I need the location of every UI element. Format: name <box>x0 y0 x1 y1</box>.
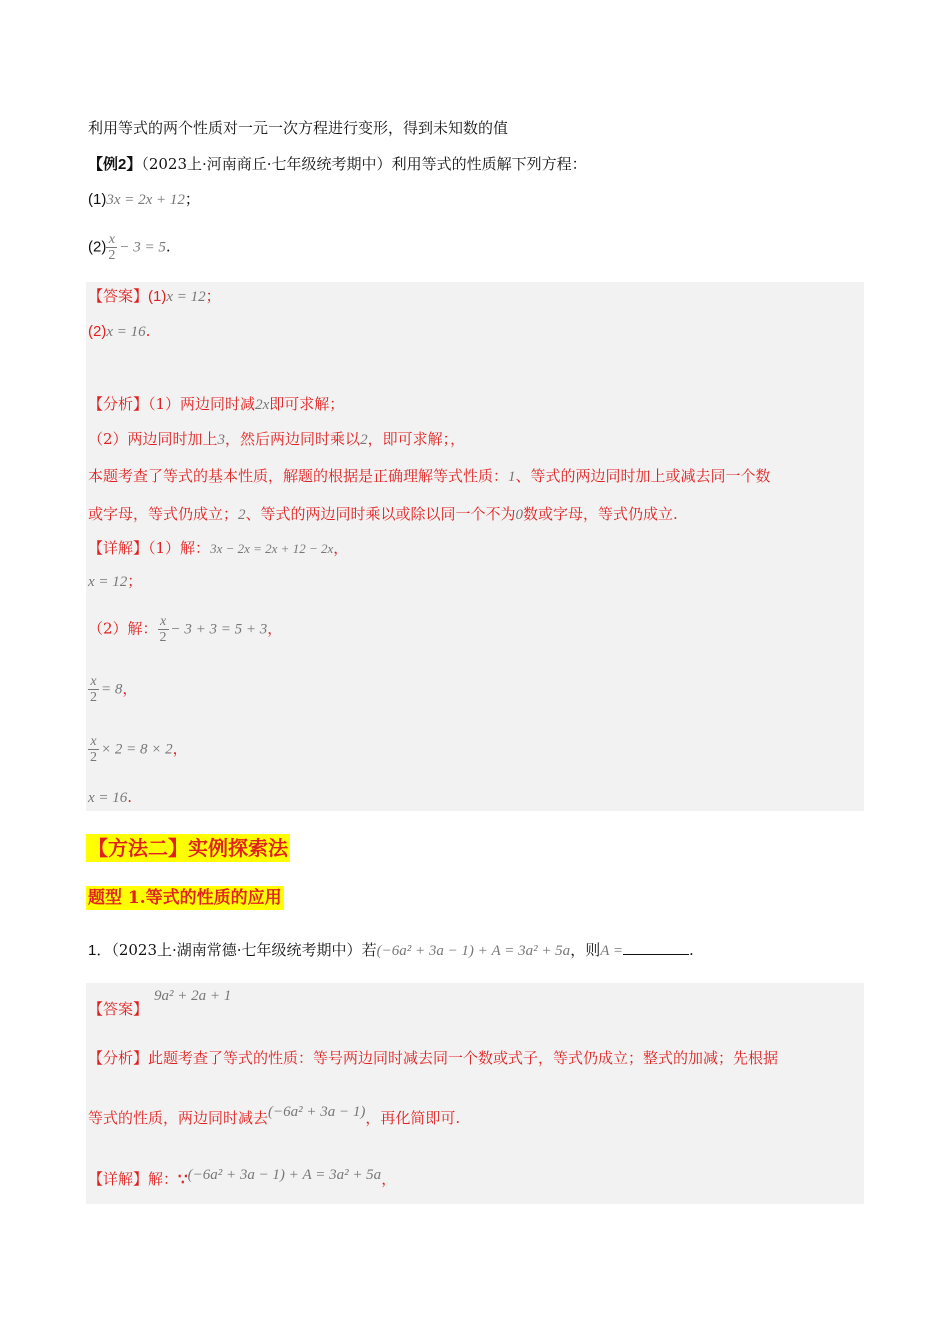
detail-1-equation-5: × 2 = 8 × 2 <box>101 741 173 758</box>
because-symbol: ∵ <box>178 1170 188 1188</box>
detail-1-end-4: ， <box>122 679 138 698</box>
question-1-text-b: ，则 <box>570 941 601 959</box>
answer-1-label-2: (2) <box>88 323 107 340</box>
analysis-2-line-1 <box>88 1047 778 1069</box>
detail-1-equation-4: = 8 <box>101 681 123 698</box>
detail-1-tag: 【详解】 <box>88 539 149 557</box>
detail-1-fraction-5 <box>88 734 99 765</box>
fraction-denominator: 2 <box>90 690 97 705</box>
detail-1-fraction-4 <box>88 674 99 705</box>
analysis-2-text-1: 此题考查了等式的性质：等号两边同时减去同一个数或式子，等式仍成立；整式的加减；先根据 <box>148 1049 779 1067</box>
detail-1-equation-2: x = 12 <box>88 574 128 590</box>
fraction-numerator: x <box>88 734 99 750</box>
answer-2-expression: 9a² + 2a + 1 <box>154 988 232 1004</box>
detail-2-end: ， <box>381 1170 397 1188</box>
detail-1-line-5 <box>88 734 188 765</box>
answer-2-line <box>88 988 232 1021</box>
analysis-1-text-2b: ，然后两边同时乘以 <box>225 430 361 448</box>
question-1-end: . <box>688 941 694 959</box>
analysis-1-text-2a: （2）两边同时加上 <box>88 430 218 448</box>
analysis-1-text-4a: 或字母，等式仍成立； <box>88 505 239 523</box>
detail-1-end-5: ， <box>172 739 188 758</box>
detail-1-line-4 <box>88 674 137 705</box>
detail-1-line-2 <box>88 570 142 593</box>
question-1 <box>88 939 694 962</box>
example-2-source: （2023上·河南商丘·七年级统考期中） <box>141 155 392 173</box>
detail-2-equation: (−6a² + 3a − 1) + A = 3a² + 5a <box>187 1167 382 1183</box>
fraction-denominator: 2 <box>90 750 97 765</box>
analysis-1-tag: 【分析】 <box>88 395 149 413</box>
answer-2-tag: 【答案】 <box>88 1000 149 1018</box>
fraction-numerator: x <box>106 232 117 248</box>
answer-1-tag: 【答案】 <box>88 287 149 305</box>
detail-1-line-1 <box>88 537 348 560</box>
analysis-1-math-3: 1 <box>508 469 516 485</box>
answer-1-end-1: ； <box>205 287 221 305</box>
analysis-1-text-3b: 、等式的两边同时加上或减去同一个数 <box>515 467 771 485</box>
analysis-1-line-1 <box>88 393 344 416</box>
analysis-1-line-3 <box>88 465 771 488</box>
analysis-1-math-1: 2x <box>255 397 270 413</box>
detail-1-end-1: ， <box>333 539 349 557</box>
fraction-denominator: 2 <box>159 630 167 645</box>
detail-1-line-3 <box>88 614 282 645</box>
question-1-variable: A = <box>600 943 623 959</box>
analysis-2-math: (−6a² + 3a − 1) <box>268 1104 366 1120</box>
answer-1-line-1 <box>88 285 221 308</box>
fraction-numerator: x <box>158 614 169 630</box>
question-1-equation: (−6a² + 3a − 1) + A = 3a² + 5a <box>376 943 571 959</box>
problem-2-equation: − 3 = 5 <box>119 239 166 256</box>
analysis-2-text-2a: 等式的性质，两边同时减去 <box>88 1109 269 1127</box>
detail-1-equation-6: x = 16 <box>88 790 128 806</box>
analysis-1-text-4b: 、等式的两边同时乘以或除以同一个不为 <box>245 505 516 523</box>
detail-1-fraction-3 <box>158 614 169 645</box>
fraction-denominator: 2 <box>108 248 116 263</box>
answer-1-equation-1: x = 12 <box>166 289 206 305</box>
analysis-1-text-1b: 即可求解； <box>269 395 345 413</box>
answer-1-equation-2: x = 16 <box>106 324 146 340</box>
analysis-1-text-3a: 本题考查了等式的基本性质，解题的根据是正确理解等式性质： <box>88 467 509 485</box>
example-2-tag: 【例2】 <box>88 156 142 173</box>
detail-1-end-6: . <box>127 788 133 806</box>
detail-1-equation-3: − 3 + 3 = 5 + 3 <box>170 621 268 638</box>
analysis-1-text-1a: （1）两边同时减 <box>148 395 256 413</box>
detail-1-end-3: ， <box>267 619 283 638</box>
fraction-numerator: x <box>88 674 99 690</box>
question-1-source: （2023上·湖南常德·七年级统考期中） <box>111 941 362 959</box>
analysis-1-line-4 <box>88 503 678 526</box>
answer-1-line-2 <box>88 320 150 343</box>
analysis-2-line-2 <box>88 1104 461 1130</box>
detail-1-equation-1: 3x − 2x = 2x + 12 − 2x <box>210 541 334 556</box>
analysis-2-text-2b: ，再化简即可. <box>365 1109 461 1127</box>
analysis-1-line-2 <box>88 428 465 451</box>
analysis-1-math-2a: 3 <box>217 432 226 448</box>
detail-1-text-1: （1）解： <box>148 539 211 557</box>
example-2-prompt: 利用等式的性质解下列方程： <box>391 155 587 173</box>
analysis-1-math-4b: 0 <box>515 507 524 523</box>
detail-1-end-2: ； <box>127 572 143 590</box>
problem-1-label: (1) <box>88 191 107 208</box>
problem-2-end: . <box>165 237 171 256</box>
detail-1-line-6 <box>88 786 132 809</box>
problem-2-label: (2) <box>88 238 107 256</box>
problem-1-equation: 3x = 2x + 12 <box>106 192 185 208</box>
analysis-1-text-4c: 数或字母，等式仍成立. <box>523 505 678 523</box>
example-2-problem-2 <box>88 232 171 263</box>
analysis-1-math-2b: 2 <box>360 432 368 448</box>
analysis-2-tag: 【分析】 <box>88 1049 149 1067</box>
detail-2-line <box>88 1168 396 1191</box>
question-1-answer-blank[interactable] <box>623 940 689 955</box>
question-1-text-a: 若 <box>361 941 377 959</box>
detail-2-text: 解： <box>148 1170 179 1188</box>
detail-1-text-3: （2）解： <box>88 619 158 638</box>
analysis-1-math-4a: 2 <box>238 507 246 523</box>
question-type-1-heading: 题型 1.等式的性质的应用 <box>88 888 282 908</box>
question-1-number: 1． <box>88 942 112 959</box>
example-2-problem-1 <box>88 188 200 211</box>
intro-text: 利用等式的两个性质对一元一次方程进行变形，得到未知数的值 <box>88 119 509 137</box>
method-2-heading: 【方法二】实例探索法 <box>88 836 288 860</box>
analysis-1-text-2c: ，即可求解；， <box>367 430 466 448</box>
problem-2-fraction <box>106 232 117 263</box>
example-2-header <box>88 153 587 176</box>
detail-2-tag: 【详解】 <box>88 1170 149 1188</box>
problem-1-end: ； <box>184 190 200 208</box>
answer-1-label-1: (1) <box>148 288 167 305</box>
answer-1-end-2: . <box>145 322 151 340</box>
